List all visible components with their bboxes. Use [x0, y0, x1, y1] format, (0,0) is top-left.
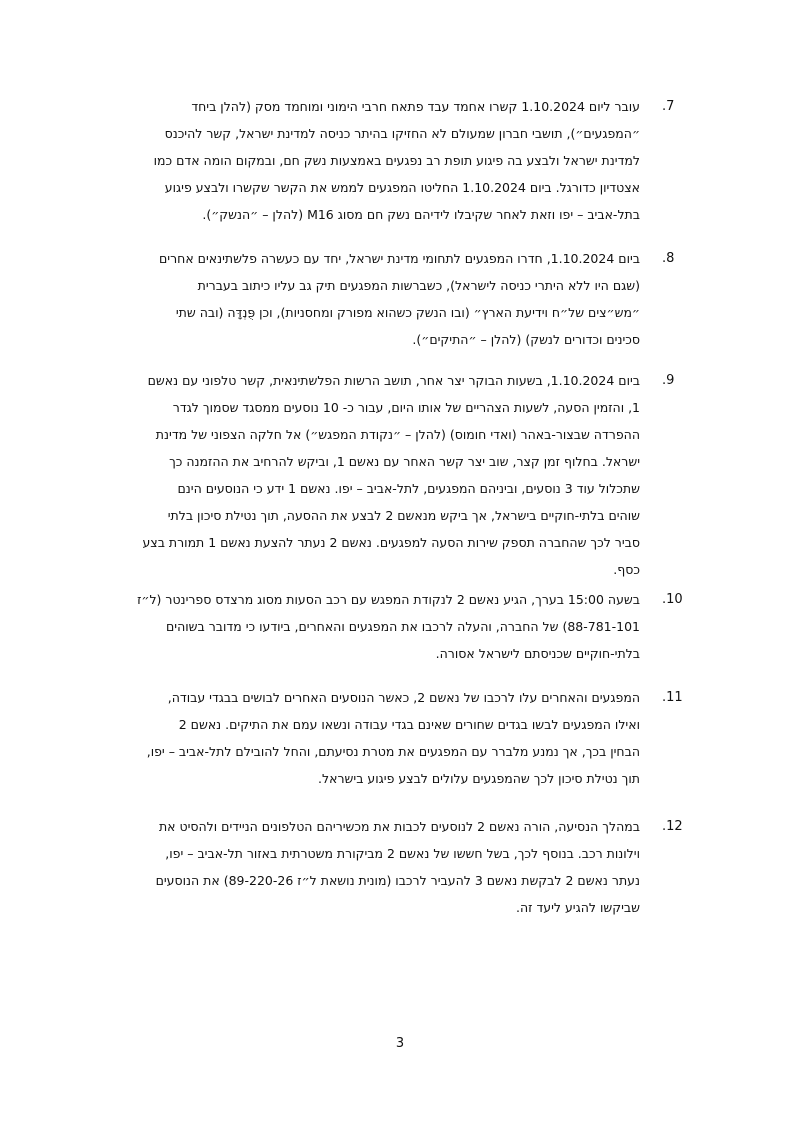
paragraph-text	[112, 813, 640, 921]
text-line: ההפרדה שבצור-באהר (ואדי חומוס) (להלן – ״נקודת המפגש״) אל חלקה הצפוני של מדינת	[155, 427, 640, 442]
text-line: נעתר נאשם 2 לבקשת נאשם 3 להעביר לרכבו (מונית נושאת ל״ז 89-220-26) את הנוסעים	[155, 873, 640, 888]
text-line: שביקשו להגיע ליעד זה.	[516, 900, 640, 915]
text-line: ביום 1.10.2024, חדרו המפגעים לתחומי מדינת ישראל, יחד עם כעשרה פלשתינאים אחרים	[159, 251, 640, 266]
paragraph-number: .8	[662, 251, 675, 266]
text-line: 1, והזמין הסעה, לשעות הצהריים של אותו היום, עבור כ- 10 נוסעים ממסגד שסמוך לגדר	[172, 400, 640, 415]
text-line: בשעה 15:00 בערך, הגיע נאשם 2 לנקודת המפגש עם רכב הסעות מסוג מרצדס ספרינטר (ל״ז	[137, 592, 640, 607]
text-line: למדינת ישראל ולבצע בה פיגוע תופת רב נפגעים באמצעות נשק חם, ובמקום הומה אדם כמו	[153, 153, 640, 168]
text-line: בלתי-חוקיים שכניסתם לישראל אסורה.	[435, 646, 640, 661]
paragraph-text	[112, 586, 640, 667]
paragraph-number: .10	[662, 592, 683, 607]
paragraph-number: .9	[662, 373, 675, 388]
paragraph-number: .7	[662, 99, 675, 114]
paragraph-7	[112, 93, 688, 228]
paragraph-12	[112, 813, 688, 921]
text-line: (שגם היו ללא היתרי כניסה לישראל), כשברשות המפגעים תיק גב עליו כיתוב בעברית	[197, 278, 640, 293]
text-line: כסף.	[613, 562, 640, 577]
text-line: בתל-אביב – יפו וזאת לאחר שקיבלו לידיהם נשק חם מסוג M16 (להלן – ״הנשק״).	[202, 207, 640, 222]
paragraph-text	[112, 93, 640, 228]
paragraph-text	[112, 245, 640, 353]
text-line: אצטדיון כדורגל. ביום 1.10.2024 החליטו המפגעים לממש את הקשר שקשרו ולבצע פיגוע	[164, 180, 640, 195]
text-line: וילונות רכב. בנוסף לכך, בשל חששו של נאשם 2 מביקורת משטרתית באזור תל-אביב – יפו,	[165, 846, 640, 861]
text-line: הבחין בכך, אך נמנע מלברר עם המפגעים את מטרת נסיעתם, והחל להובילם לתל-אביב – יפו,	[146, 744, 640, 759]
text-line: סכינים וכדורים לנשק) (להלן – ״התיקים״).	[412, 332, 640, 347]
text-line: שתכלול עוד 3 נוסעים, וביניהם המפגעים, לתל-אביב – יפו. נאשם 1 ידע כי הנוסעים הינם	[177, 481, 640, 496]
text-line: תוך נטילת סיכון לכך שהמפגעים עלולים לבצע פיגוע בישראל.	[318, 771, 640, 786]
text-line: ״המפגעים״), תושבי חברון שמעולם לא החזיקו בהיתר כניסה למדינת ישראל, קשר להיכנס	[164, 126, 640, 141]
paragraph-text	[112, 684, 640, 792]
paragraph-11	[112, 684, 688, 792]
text-line: ואילו המפגעים לבשו בגדים שחורים שאינם בגדי עבודה ונשאו עמם את התיקים. נאשם 2	[178, 717, 640, 732]
text-line: ישראל. בחלוף זמן קצר, שוב יצר קשר האחר עם נאשם 1, וביקש להרחיב את ההזמנה כך	[169, 454, 640, 469]
paragraph-text	[112, 367, 640, 583]
paragraph-number: .11	[662, 690, 683, 705]
text-line: המפגעים והאחרים עלו לרכבו של נאשם 2, כאשר הנוסעים האחרים לבושים בבגדי עבודה,	[167, 690, 640, 705]
paragraph-10	[112, 586, 688, 667]
page-number: 3	[395, 1036, 405, 1051]
text-line: ביום 1.10.2024, בשעות הבוקר יצר אחר, תושב הרשות הפלשתינאית, קשר טלפוני עם נאשם	[147, 373, 640, 388]
text-line: ״מש״צים של״ח וידיעת הארץ״ (ובו הנשק כשהוא מפורק ומחסניות), וכן פֻּנְדָּה (ובה שתי	[175, 305, 640, 320]
paragraph-number: .12	[662, 819, 683, 834]
paragraph-9	[112, 367, 688, 583]
text-line: 88-781-101) של החברה, והעלה לרכבו את המפגעים והאחרים, ביודעו כי מדובר בשוהים	[166, 619, 640, 634]
text-line: שוהים בלתי-חוקיים בישראל, אך ביקש מנאשם 2 לבצע את ההסעה, תוך נטילת סיכון בלתי	[167, 508, 640, 523]
paragraph-8	[112, 245, 688, 353]
text-line: עובר ליום 1.10.2024 קשרו אחמד עבד פתאח חרבי הימוני ומוחמד מסק (להלן ביחד	[191, 99, 640, 114]
text-line: במהלך הנסיעה, הורה נאשם 2 לנוסעים לכבות את מכשיריהם הטלפונים הניידים ולהסיט את	[158, 819, 640, 834]
text-line: סביר לכך שהחברה תספק שירות הסעה למפגעים. נאשם 2 נעתר להצעת נאשם 1 תמורת בצע	[142, 535, 640, 550]
